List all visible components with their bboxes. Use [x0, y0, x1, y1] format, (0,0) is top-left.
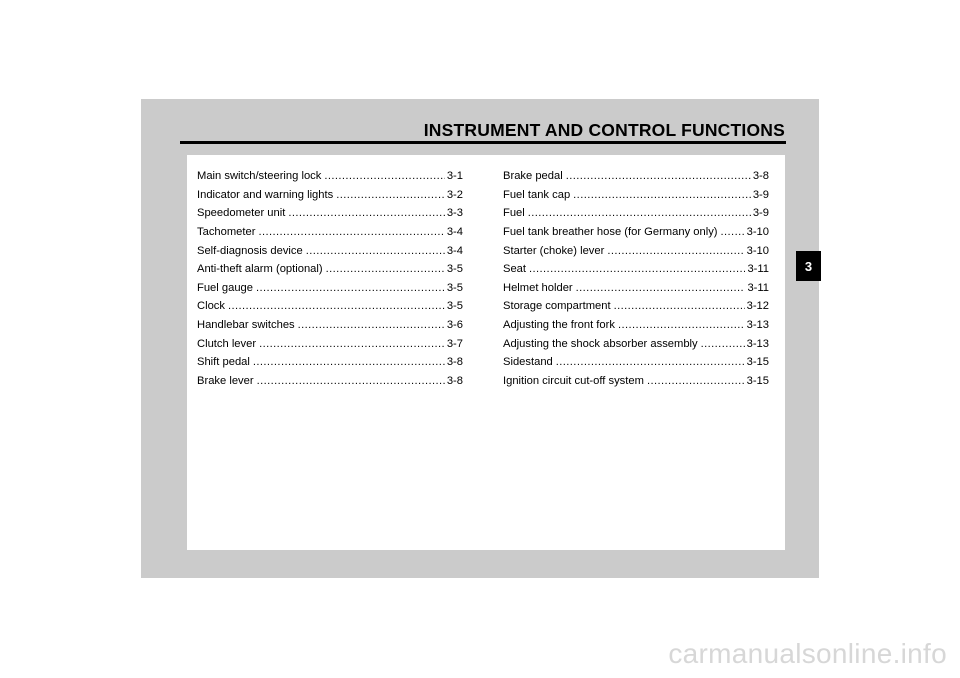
watermark-text: carmanualsonline.info [668, 638, 947, 669]
toc-entry[interactable] [503, 300, 769, 319]
toc-dot-leader [324, 170, 444, 182]
toc-dot-leader [618, 319, 745, 331]
toc-entry[interactable] [197, 189, 463, 208]
toc-entry[interactable] [503, 170, 769, 189]
toc-entry-page: 3-13 [746, 319, 769, 332]
toc-entry-page: 3-1 [446, 170, 463, 182]
toc-entry[interactable] [503, 375, 769, 394]
toc-entry[interactable] [503, 245, 769, 264]
toc-entry[interactable] [197, 226, 463, 245]
toc-entry-title: Seat [503, 263, 527, 276]
toc-entry-title: Brake lever [197, 375, 254, 388]
toc-entry-page: 3-7 [446, 337, 463, 350]
toc-entry-page: 3-13 [746, 337, 769, 350]
chapter-tab[interactable]: 3 [796, 251, 821, 281]
toc-entry-page: 3-10 [746, 225, 769, 238]
toc-entry-page: 3-4 [446, 244, 463, 257]
toc-dot-leader [576, 282, 746, 294]
toc-entry-title: Anti-theft alarm (optional) [197, 263, 323, 276]
toc-entry-title: Self-diagnosis device [197, 244, 303, 257]
toc-dot-leader [253, 356, 445, 368]
toc-right-column [503, 170, 769, 394]
toc-entry-page: 3-5 [446, 300, 463, 313]
toc-entry-page: 3-3 [446, 207, 463, 220]
toc-entry-title: Helmet holder [503, 281, 573, 294]
toc-entry[interactable] [503, 263, 769, 282]
toc-entry[interactable] [197, 245, 463, 264]
toc-left-column [197, 170, 463, 394]
toc-entry-page: 3-11 [747, 263, 769, 276]
toc-entry-page: 3-8 [752, 170, 769, 182]
page-title: INSTRUMENT AND CONTROL FUNCTIONS [423, 120, 785, 140]
toc-dot-leader [259, 338, 445, 350]
toc-entry-title: Handlebar switches [197, 319, 295, 332]
toc-dot-leader [306, 245, 445, 257]
toc-entry-title: Starter (choke) lever [503, 244, 605, 257]
toc-entry-page: 3-4 [446, 225, 463, 238]
toc-entry[interactable] [503, 282, 769, 301]
toc-dot-leader [701, 338, 745, 350]
toc-entry-page: 3-9 [752, 207, 769, 220]
toc-entry[interactable] [503, 319, 769, 338]
toc-entry-title: Tachometer [197, 225, 256, 238]
toc-entry[interactable] [197, 300, 463, 319]
toc-entry-title: Sidestand [503, 356, 553, 369]
toc-dot-leader [257, 375, 445, 387]
toc-entry-title: Fuel gauge [197, 281, 253, 294]
toc-dot-leader [566, 170, 751, 182]
toc-dot-leader [529, 263, 745, 275]
toc-entry-title: Fuel [503, 207, 525, 220]
toc-entry[interactable] [503, 207, 769, 226]
toc-entry-title: Main switch/steering lock [197, 170, 322, 182]
toc-entry-page: 3-2 [446, 188, 463, 201]
toc-entry[interactable] [197, 263, 463, 282]
toc-dot-leader [298, 319, 445, 331]
toc-entry[interactable] [197, 319, 463, 338]
toc-entry-page: 3-6 [446, 319, 463, 332]
toc-entry[interactable] [503, 338, 769, 357]
toc-entry[interactable] [503, 226, 769, 245]
toc-entry-page: 3-5 [446, 281, 463, 294]
toc-dot-leader [556, 356, 745, 368]
toc-entry-page: 3-9 [752, 188, 769, 201]
toc-entry[interactable] [197, 375, 463, 394]
toc-entry-title: Storage compartment [503, 300, 611, 313]
toc-entry[interactable] [503, 189, 769, 208]
toc-entry-page: 3-15 [746, 375, 769, 388]
toc-dot-leader [614, 300, 745, 312]
toc-dot-leader [607, 245, 744, 257]
toc-dot-leader [647, 375, 745, 387]
toc-entry-page: 3-12 [746, 300, 769, 313]
toc-entry-title: Speedometer unit [197, 207, 286, 220]
toc-entry-title: Fuel tank breather hose (for Germany only) [503, 225, 718, 238]
toc-dot-leader [288, 207, 445, 219]
toc-entry-title: Ignition circuit cut-off system [503, 375, 644, 388]
toc-entry-title: Brake pedal [503, 170, 563, 182]
toc-dot-leader [336, 189, 445, 201]
toc-entry[interactable] [197, 338, 463, 357]
header-rule [180, 141, 786, 144]
toc-entry[interactable] [197, 282, 463, 301]
toc-entry-title: Clutch lever [197, 337, 257, 350]
toc-entry[interactable] [197, 356, 463, 375]
toc-entry-title: Adjusting the shock absorber assembly [503, 337, 698, 350]
toc-entry-page: 3-10 [746, 244, 769, 257]
toc-entry[interactable] [503, 356, 769, 375]
toc-entry-title: Fuel tank cap [503, 188, 571, 201]
toc-entry-title: Adjusting the front fork [503, 319, 615, 332]
toc-entry-page: 3-5 [446, 263, 463, 276]
toc-entry-page: 3-11 [747, 281, 769, 294]
toc-entry-page: 3-8 [446, 375, 463, 388]
toc-dot-leader [258, 226, 444, 238]
toc-entry[interactable] [197, 207, 463, 226]
toc-dot-leader [573, 189, 751, 201]
toc-dot-leader [326, 263, 445, 275]
toc-entry-title: Indicator and warning lights [197, 188, 334, 201]
toc-entry-title: Shift pedal [197, 356, 250, 369]
toc-dot-leader [256, 282, 445, 294]
toc-entry-page: 3-8 [446, 356, 463, 369]
toc-dot-leader [228, 300, 445, 312]
toc-entry-title: Clock [197, 300, 225, 313]
toc-entry[interactable] [197, 170, 463, 189]
toc-dot-leader [528, 207, 751, 219]
toc-dot-leader [721, 226, 745, 238]
toc-entry-page: 3-15 [746, 356, 769, 369]
